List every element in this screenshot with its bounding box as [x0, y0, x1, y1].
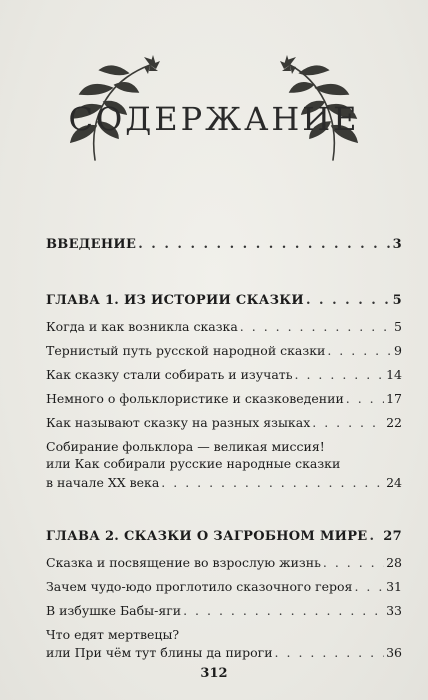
leader-dots [327, 344, 392, 358]
toc-page-number: 9 [394, 343, 402, 358]
leader-dots [275, 646, 385, 660]
toc-page-number: 36 [386, 645, 402, 660]
toc-page-number: 22 [386, 415, 402, 430]
toc-entry-label: В избушке Бабы-яги [46, 603, 182, 618]
leader-dots [240, 320, 392, 334]
toc-item[interactable] [46, 556, 402, 570]
toc-item[interactable] [46, 580, 402, 594]
leader-dots [306, 294, 391, 308]
toc-page-number: 28 [386, 555, 402, 570]
leader-dots [138, 238, 390, 252]
toc-entry-label: ВВЕДЕНИЕ [46, 237, 137, 252]
leader-dots [161, 476, 384, 490]
toc-page-number: 5 [392, 293, 402, 308]
toc-entry-label: Тернистый путь русской народной сказки [46, 343, 326, 358]
toc-entry-label: Сказка и посвящение во взрослую жизнь [46, 555, 321, 570]
toc-item[interactable] [46, 368, 402, 382]
toc-page-number: 24 [386, 475, 402, 490]
toc-page-number: 3 [392, 237, 402, 252]
toc-page-number: 5 [394, 319, 402, 334]
toc-item-multiline-end[interactable] [46, 646, 402, 660]
leader-dots [183, 604, 384, 618]
toc-item[interactable] [46, 344, 402, 358]
toc-page-number: 27 [383, 529, 402, 544]
toc-entry-label: Зачем чудо-юдо проглотило сказочного героя [46, 579, 353, 594]
page-title: СОДЕРЖАНИЕ [68, 100, 360, 138]
toc-entry-label: ГЛАВА 2. СКАЗКИ О ЗАГРОБНОМ МИРЕ [46, 529, 368, 544]
toc-item[interactable] [46, 416, 402, 430]
leader-dots [323, 556, 384, 570]
toc-item[interactable] [46, 392, 402, 406]
toc-page-number: 14 [386, 367, 402, 382]
toc-item-multiline[interactable] [46, 626, 402, 643]
toc-entry-line: в начале XX века [46, 475, 160, 490]
page-number: 312 [200, 666, 228, 681]
leader-dots [370, 530, 382, 544]
toc-item[interactable] [46, 604, 402, 618]
toc-intro[interactable] [46, 238, 402, 252]
toc-item-multiline-end[interactable] [46, 476, 402, 490]
toc-entry-line: Что едят мертвецы? [46, 627, 180, 642]
toc-entry-label: ГЛАВА 1. ИЗ ИСТОРИИ СКАЗКИ [46, 293, 304, 308]
leader-dots [354, 580, 384, 594]
leader-dots [295, 368, 385, 382]
toc-entry-line: или Как собирали русские народные сказки [46, 456, 341, 471]
toc-entry-label: Как сказку стали собирать и изучать [46, 367, 293, 382]
toc-entry-label: Когда и как возникла сказка [46, 319, 238, 334]
toc-page-number: 31 [386, 579, 402, 594]
toc-entry-label: Немного о фольклористике и сказковедении [46, 391, 344, 406]
toc-page-number: 33 [386, 603, 402, 618]
toc-entry-label: Как называют сказку на разных языках [46, 415, 311, 430]
toc-entry-line: Собирание фольклора — великая миссия! [46, 439, 325, 454]
toc-item-multiline[interactable] [46, 438, 402, 472]
toc-chapter-2[interactable] [46, 530, 402, 544]
toc-chapter-1[interactable] [46, 294, 402, 308]
toc-entry-line: или При чём тут блины да пироги [46, 645, 273, 660]
toc-page-number: 17 [386, 391, 402, 406]
leader-dots [312, 416, 384, 430]
toc-item[interactable] [46, 320, 402, 334]
leader-dots [346, 392, 384, 406]
